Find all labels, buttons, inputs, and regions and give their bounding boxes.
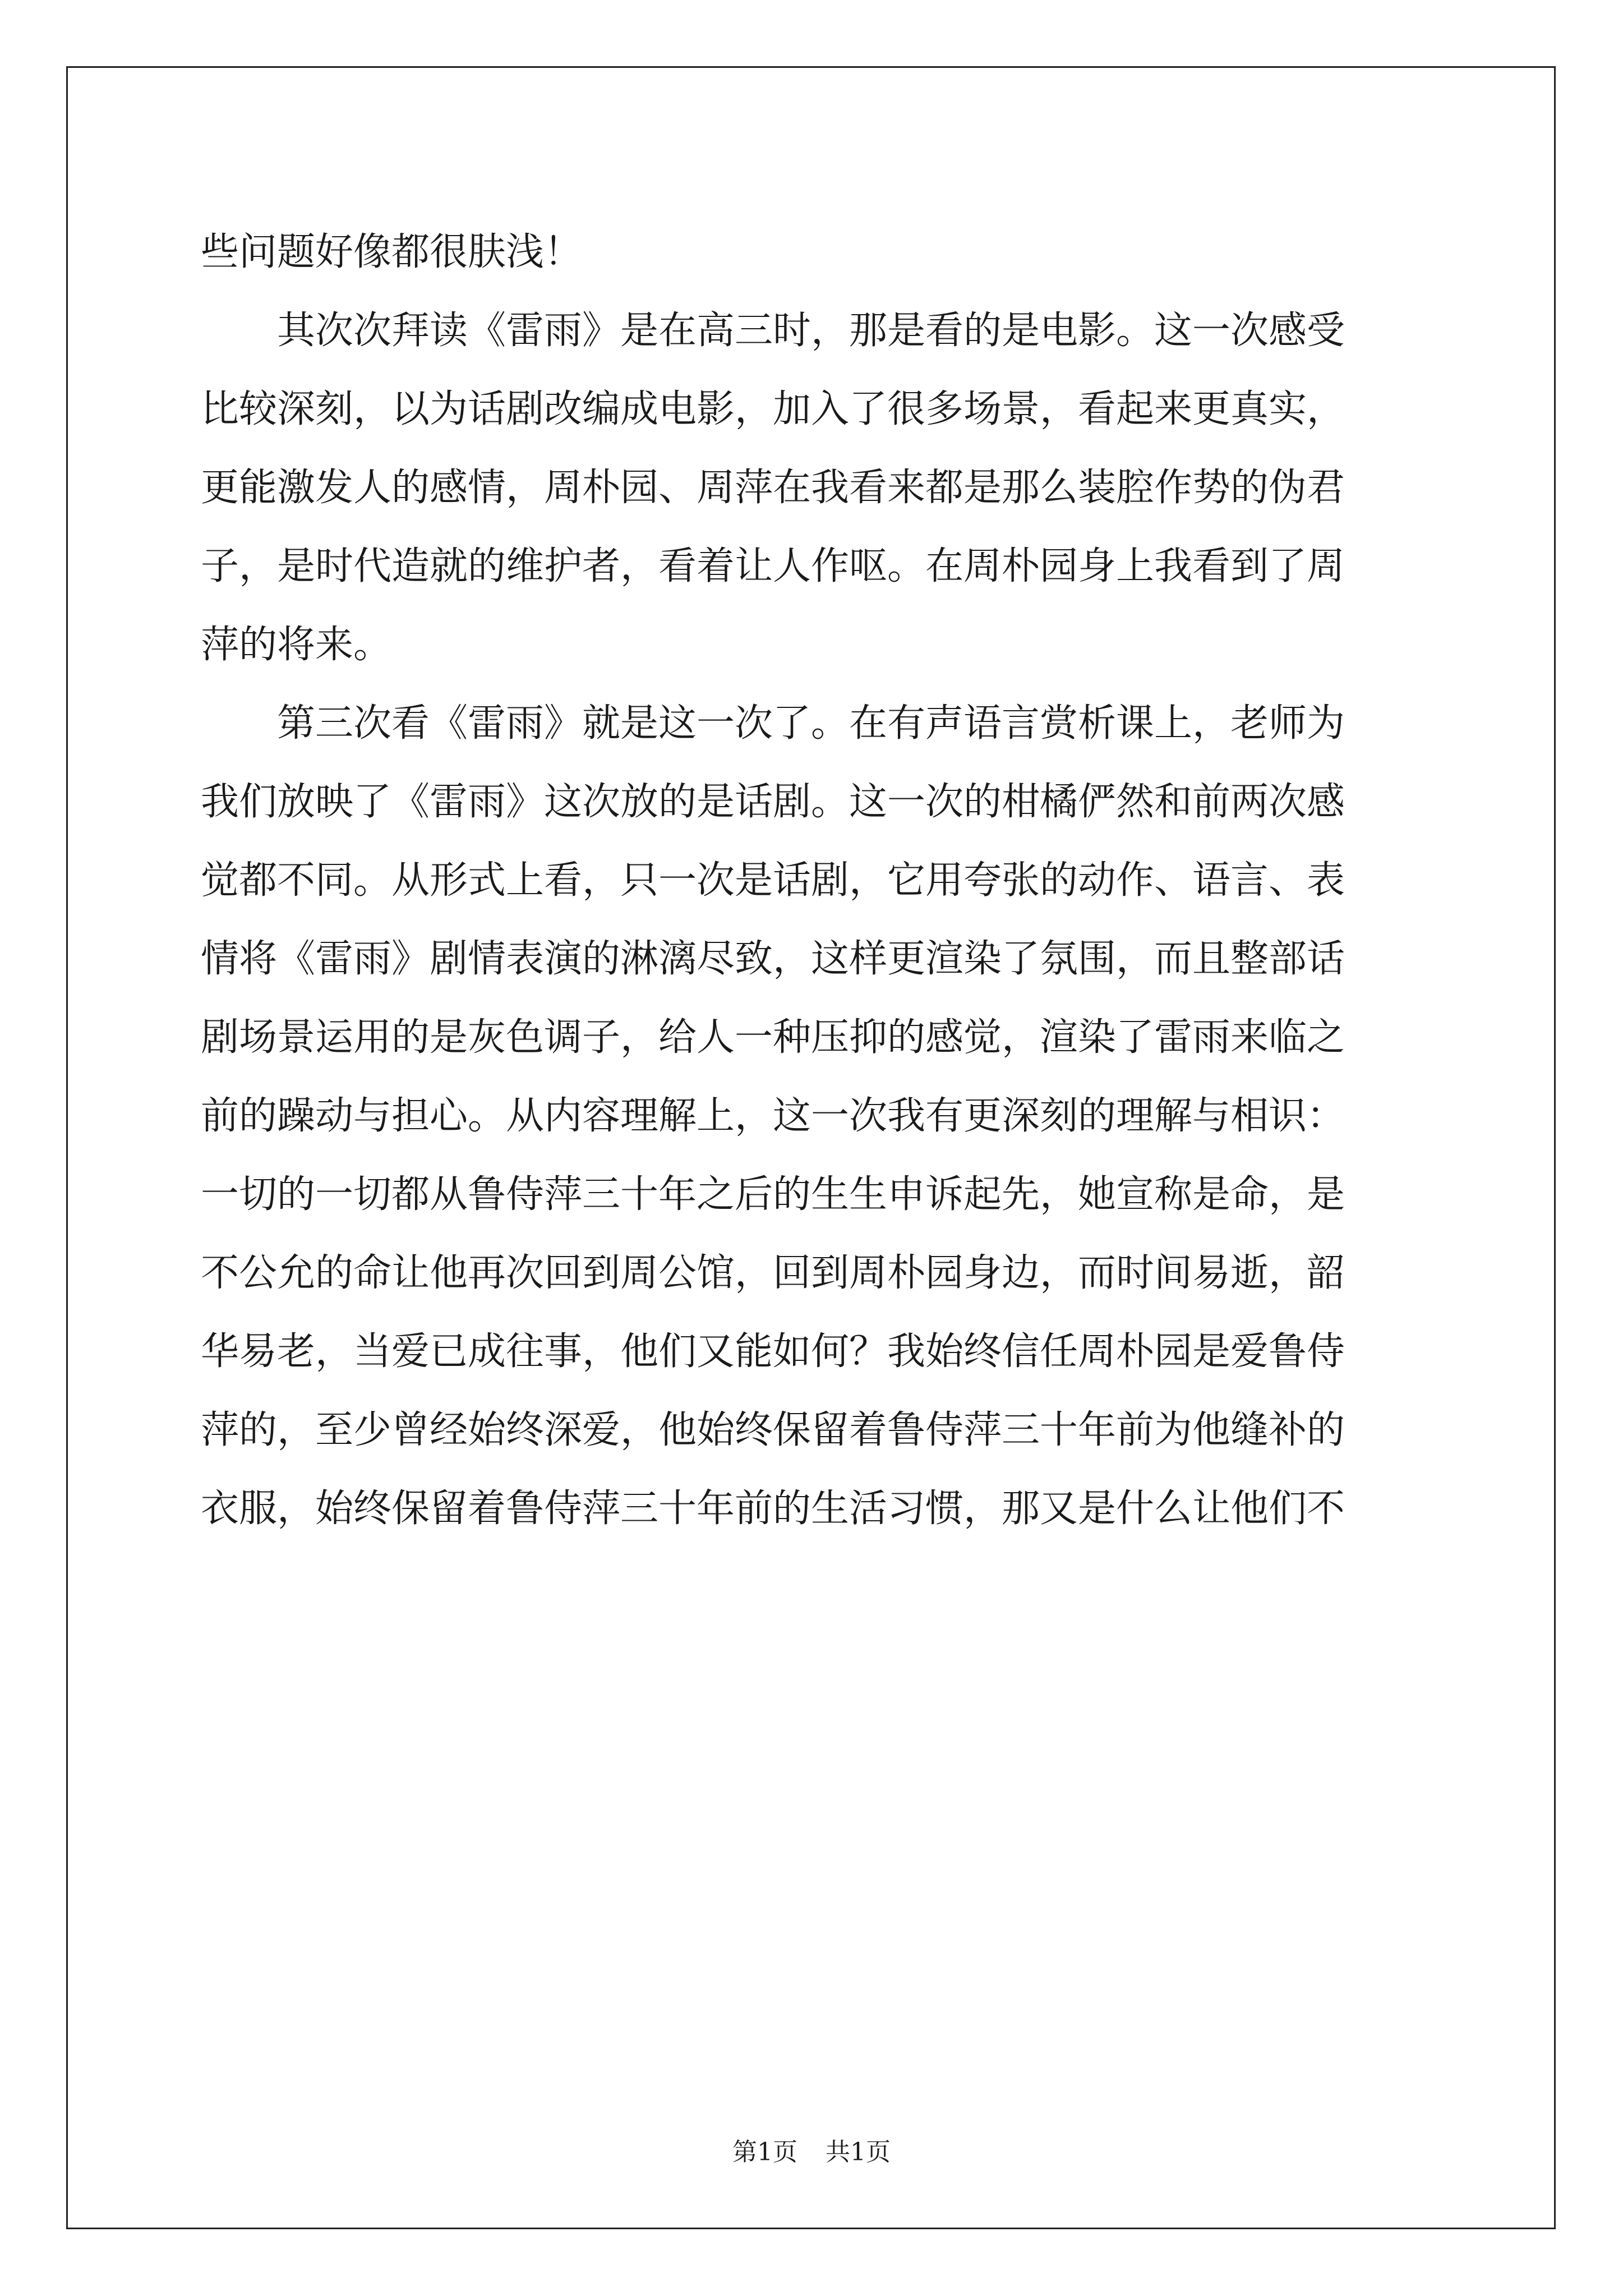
text-line: 我们放映了《雷雨》这次放的是话剧。这一次的柑橘俨然和前两次感: [201, 780, 1345, 824]
text-line: 华易老，当爱已成往事，他们又能如何？我始终信任周朴园是爱鲁侍: [201, 1329, 1345, 1374]
page-total: 共1页: [826, 2138, 891, 2166]
text-line: 衣服，始终保留着鲁侍萍三十年前的生活习惯，那又是什么让他们不: [201, 1487, 1345, 1531]
text-line: 前的躁动与担心。从内容理解上，这一次我有更深刻的理解与相识：: [201, 1094, 1345, 1138]
text-line: 不公允的命让他再次回到周公馆，回到周朴园身边，而时间易逝，韶: [201, 1251, 1345, 1295]
text-line: 子，是时代造就的维护者，看着让人作呕。在周朴园身上我看到了周: [201, 544, 1345, 588]
document-body: [201, 213, 1435, 1548]
page-number: 第1页: [732, 2138, 797, 2166]
text-line: 比较深刻，以为话剧改编成电影，加入了很多场景，看起来更真实，: [201, 387, 1345, 431]
text-line: 第三次看《雷雨》就是这一次了。在有声语言赏析课上，老师为: [277, 701, 1345, 746]
text-line: 萍的将来。: [201, 623, 392, 667]
text-line: 一切的一切都从鲁侍萍三十年之后的生生申诉起先，她宣称是命，是: [201, 1172, 1345, 1217]
text-line: 些问题好像都很肤浅！: [201, 230, 583, 274]
page-footer: [0, 2132, 1623, 2168]
text-line: 觉都不同。从形式上看，只一次是话剧，它用夸张的动作、语言、表: [201, 858, 1345, 903]
text-line: 剧场景运用的是灰色调子，给人一种压抑的感觉，渲染了雷雨来临之: [201, 1015, 1345, 1060]
text-line: 萍的，至少曾经始终深爱，他始终保留着鲁侍萍三十年前为他缝补的: [201, 1408, 1345, 1452]
text-line: 其次次拜读《雷雨》是在高三时，那是看的是电影。这一次感受: [277, 309, 1345, 353]
text-line: 更能激发人的感情，周朴园、周萍在我看来都是那么装腔作势的伪君: [201, 466, 1345, 510]
text-line: 情将《雷雨》剧情表演的淋漓尽致，这样更渲染了氛围，而且整部话: [201, 937, 1345, 981]
